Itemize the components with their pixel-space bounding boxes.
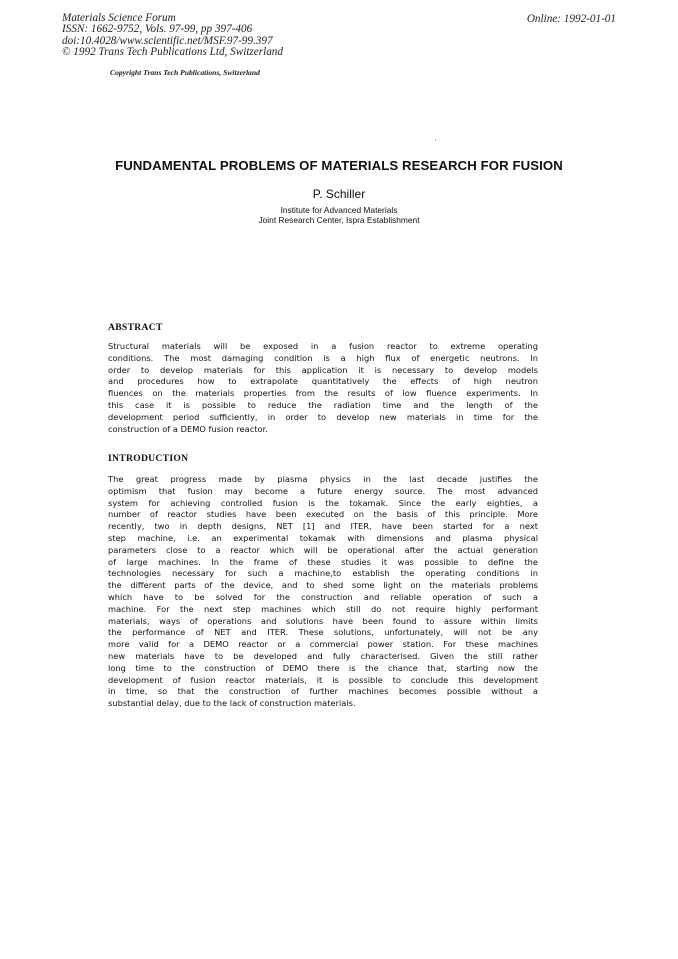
text-line: development period sufficiently, in order to develop new materials in time for the	[108, 411, 538, 422]
text-line: fluences on the materials properties from the results of low fluence experiments. In	[108, 388, 538, 399]
text-line: construction of a DEMO fusion reactor.	[108, 423, 268, 434]
copyright-line: Copyright Trans Tech Publications, Switzerland	[110, 68, 260, 77]
abstract-body	[108, 341, 538, 435]
text-line: system for achieving controlled fusion is the tokamak. Since the early eighties, a	[108, 497, 538, 508]
text-line: optimism that fusion may become a future energy source. The most advanced	[108, 485, 538, 496]
text-line: the different parts of the device, and to shed some light on the materials problems	[108, 580, 538, 591]
text-line: substantial delay, due to the lack of construction materials.	[108, 698, 356, 709]
paper-author: P. Schiller	[312, 187, 366, 201]
text-line: the performance of NET and ITER. These solutions, unfortunately, will not be any	[108, 627, 538, 638]
text-line: step machine, i.e. an experimental tokamak with dimensions and plasma physical	[108, 532, 538, 543]
text-line: materials, ways of operations and solutions have been found to assure within limits	[108, 615, 538, 626]
text-line: conditions. The most damaging condition is a high flux of energetic neutrons. In	[108, 352, 538, 363]
text-line: technologies necessary for such a machine,to establish the operating conditions in	[108, 568, 538, 579]
text-line: machine. For the next step machines which still do not require highly performant	[108, 603, 538, 614]
text-line: new materials have to be developed and fully characterised. Given the still rather	[108, 650, 538, 661]
text-line: The great progress made by plasma physics in the last decade justifies the	[108, 474, 538, 484]
text-line: recently, two in depth designs, NET [1] and ITER, have been started for a next	[108, 521, 538, 532]
publisher-line: © 1992 Trans Tech Publications Ltd, Switzerland	[62, 46, 283, 59]
text-line: order to develop materials for this application it is necessary to develop models	[108, 364, 538, 375]
text-line: development of fusion reactor materials, it is possible to conclude this development	[108, 674, 538, 685]
paper-title: FUNDAMENTAL PROBLEMS OF MATERIALS RESEARCH FOR FUSION	[115, 158, 563, 173]
text-line: parameters close to a reactor which will be operational after the actual generation	[108, 544, 538, 555]
introduction-heading: INTRODUCTION	[108, 453, 189, 464]
text-line: in time, so that the construction of further machines becomes possible without a	[108, 686, 538, 697]
affiliation-line: Joint Research Center, Ispra Establishment	[258, 215, 420, 226]
affiliation	[0, 205, 678, 226]
text-line: Structural materials will be exposed in a fusion reactor to extreme operating	[108, 341, 538, 351]
scan-mark	[435, 139, 436, 141]
journal-name: Materials Science Forum	[62, 12, 176, 24]
text-line: this case it is possible to reduce the radiation time and the length of the	[108, 399, 538, 410]
text-line: which have to be solved for the construction and reliable operation of such a	[108, 591, 538, 602]
issn-line: ISSN: 1662-9752, Vols. 97-99, pp 397-406	[62, 23, 253, 36]
text-line: long time to the construction of DEMO there is the chance that, starting now the	[108, 662, 538, 673]
doi-line: doi:10.4028/www.scientific.net/MSF.97-99.397	[62, 34, 273, 47]
introduction-body	[108, 474, 538, 710]
text-line: more valid for a DEMO reactor or a commercial power station. For these machines	[108, 639, 538, 650]
text-line: and procedures how to extrapolate quantitatively the effects of high neutron	[108, 376, 538, 387]
affiliation-line: Institute for Advanced Materials	[280, 205, 398, 215]
journal-header	[62, 13, 283, 59]
text-line: of large machines. In the frame of these studies it was possible to define the	[108, 556, 538, 567]
abstract-heading: ABSTRACT	[108, 322, 163, 333]
online-date: Online: 1992-01-01	[526, 13, 616, 25]
text-line: number of reactor studies have been executed on the basis of this principle. More	[108, 509, 538, 520]
